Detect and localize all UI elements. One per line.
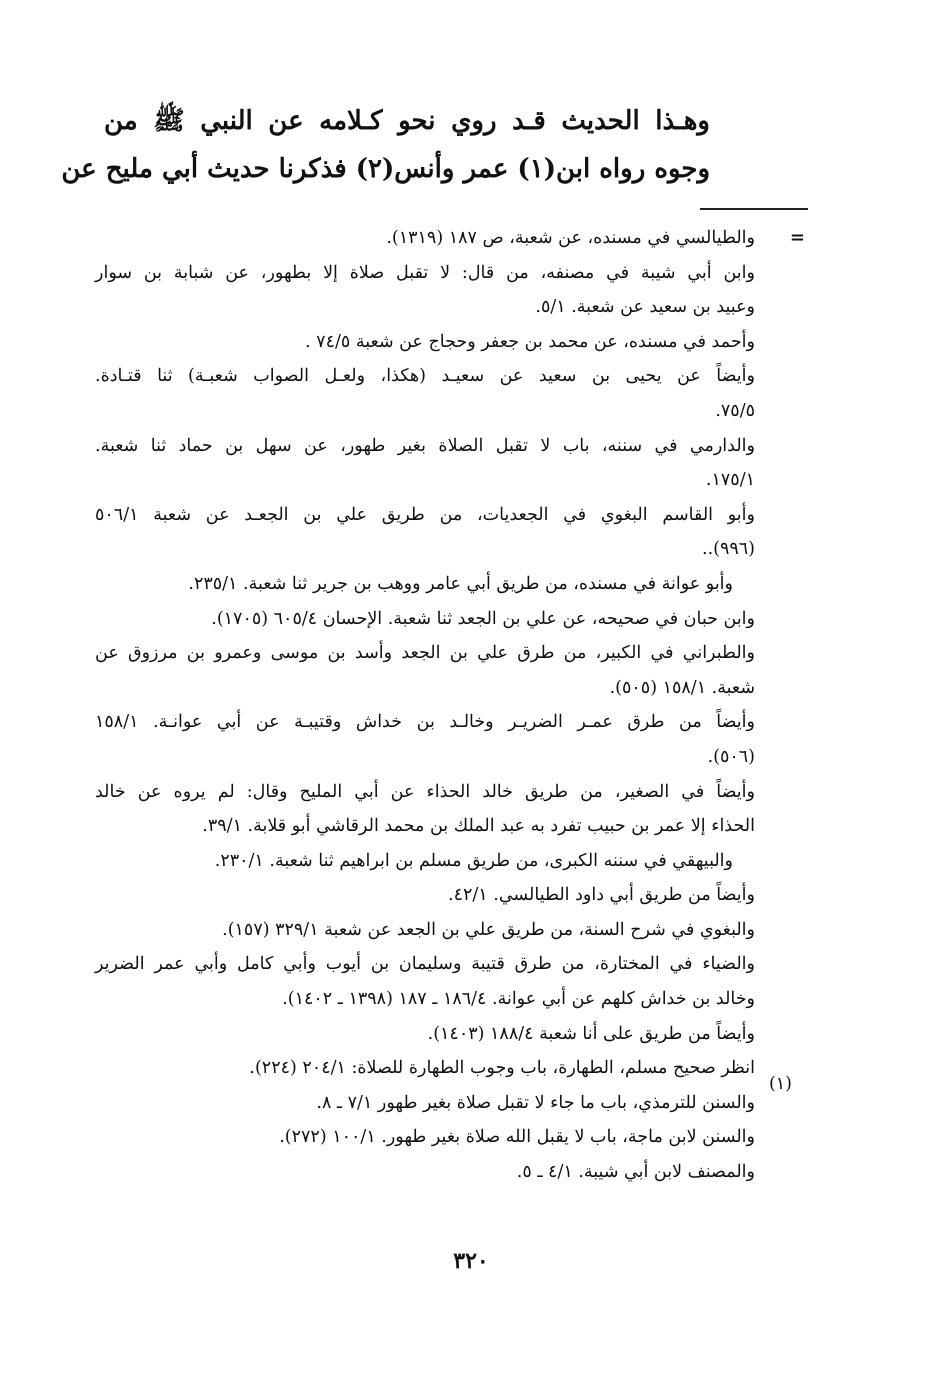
footnote-line: وأبو عوانة في مسنده، من طريق أبي عامر ووهب بن جرير ثنا شعبة. ٢٣٥/١. <box>188 573 733 594</box>
footnote-line: (٥٠٦). <box>707 746 755 767</box>
footnote-line: وأيضاً من طرق عمـر الضريـر وخالـد بن خداش وقتيبـة عن أبي عوانـة. ١٥٨/١ <box>95 712 755 733</box>
footnotes-block <box>95 221 755 1190</box>
footnote-line: والسنن لابن ماجة، باب لا يقبل الله صلاة بغير طهور. ١٠٠/١ (٢٧٢). <box>279 1127 755 1148</box>
main-text-block <box>61 97 710 193</box>
footnote-line: والطيالسي في مسنده، عن شعبة، ص ١٨٧ (١٣١٩). <box>386 228 755 248</box>
footnote-line: وأيضاً عن يحيى بن سعيد عن سعيـد (هكذا، ولعـل الصواب شعبـة) ثنا قتـادة. <box>95 366 755 387</box>
footnote-line: وأيضاً من طريق على أنا شعبة ١٨٨/٤ (١٤٠٣). <box>427 1023 755 1044</box>
footnote-line: ١٧٥/١. <box>705 470 755 491</box>
footnote-number: (١) <box>768 1074 792 1094</box>
footnote-line: والسنن للترمذي، باب ما جاء لا تقبل صلاة بغير طهور ٧/١ ـ ٨. <box>316 1092 755 1113</box>
footnote-line: وخالد بن خداش كلهم عن أبي عوانة. ١٨٦/٤ ـ ١٨٧ (١٣٩٨ ـ ١٤٠٢). <box>282 989 755 1010</box>
page-number: ٣٢٠ <box>453 1248 489 1274</box>
footnote-line: والدارمي في سننه، باب لا تقبل الصلاة بغير طهور، عن سهل بن حماد ثنا شعبة. <box>95 435 755 456</box>
main-text-line: وجوه رواه ابن(١) عمر وأنس(٢) فذكرنا حديث أبي مليح عن <box>61 154 710 184</box>
footnote-line: والطبراني في الكبير، من طرق علي بن الجعد وأسد بن موسى وعمرو بن مرزوق عن <box>95 643 755 664</box>
footnote-line: الحذاء إلا عمر بن حبيب تفرد به عبد الملك بن محمد الرقاشي أبو قلابة. ٣٩/١. <box>202 816 755 837</box>
footnote-line: والبيهقي في سننه الكبرى، من طريق مسلم بن ابراهيم ثنا شعبة. ٢٣٠/١. <box>214 850 733 871</box>
footnote-line: وأيضاً في الصغير، من طريق خالد الحذاء عن أبي المليح وقال: لم يروه عن خالد <box>95 781 755 802</box>
footnote-line: والضياء في المختارة، من طرق قتيبة وسليمان بن أيوب وأبي كامل وأبي عمر الضرير <box>95 954 755 975</box>
footnote-line: وأيضاً من طريق أبي داود الطيالسي. ٤٢/١. <box>448 885 755 906</box>
footnote-line: والبغوي في شرح السنة، من طريق علي بن الجعد عن شعبة ٣٢٩/١ (١٥٧). <box>222 919 755 940</box>
footnote-1 <box>95 1051 755 1189</box>
main-text-line: وهـذا الحديث قـد روي نحو كـلامه عن النبي ﷺ من <box>104 106 710 136</box>
footnote-line: وأحمد في مسنده، عن محمد بن جعفر وحجاج عن شعبة ٧٤/٥ . <box>305 331 755 352</box>
footnote-line: وابن أبي شيبة في مصنفه، من قال: لا تقبل صلاة إلا بطهور، عن شبابة بن سوار <box>95 262 755 283</box>
footnote-line: انظر صحيح مسلم، الطهارة، باب وجوب الطهارة للصلاة: ٢٠٤/١ (٢٢٤). <box>249 1058 755 1079</box>
footnote-line: والمصنف لابن أبي شيبة. ٤/١ ـ ٥. <box>516 1162 755 1183</box>
footnote-line: شعبة. ١٥٨/١ (٥٠٥). <box>609 677 755 698</box>
footnote-line: وابن حبان في صحيحه، عن علي بن الجعد ثنا شعبة. الإحسان ٦٠٥/٤ (١٧٠٥). <box>211 608 755 629</box>
continuation-marker: = <box>789 227 805 248</box>
footnote-line: وعبيد بن سعيد عن شعبة. ٥/١. <box>535 297 755 318</box>
footnote-separator <box>700 208 808 210</box>
footnote-line: وأبو القاسم البغوي في الجعديات، من طريق علي بن الجعـد عن شعبة ٥٠٦/١ <box>95 504 755 525</box>
footnote-line: ٧٥/٥. <box>715 400 755 421</box>
footnote-line: (٩٩٦).. <box>702 539 755 560</box>
